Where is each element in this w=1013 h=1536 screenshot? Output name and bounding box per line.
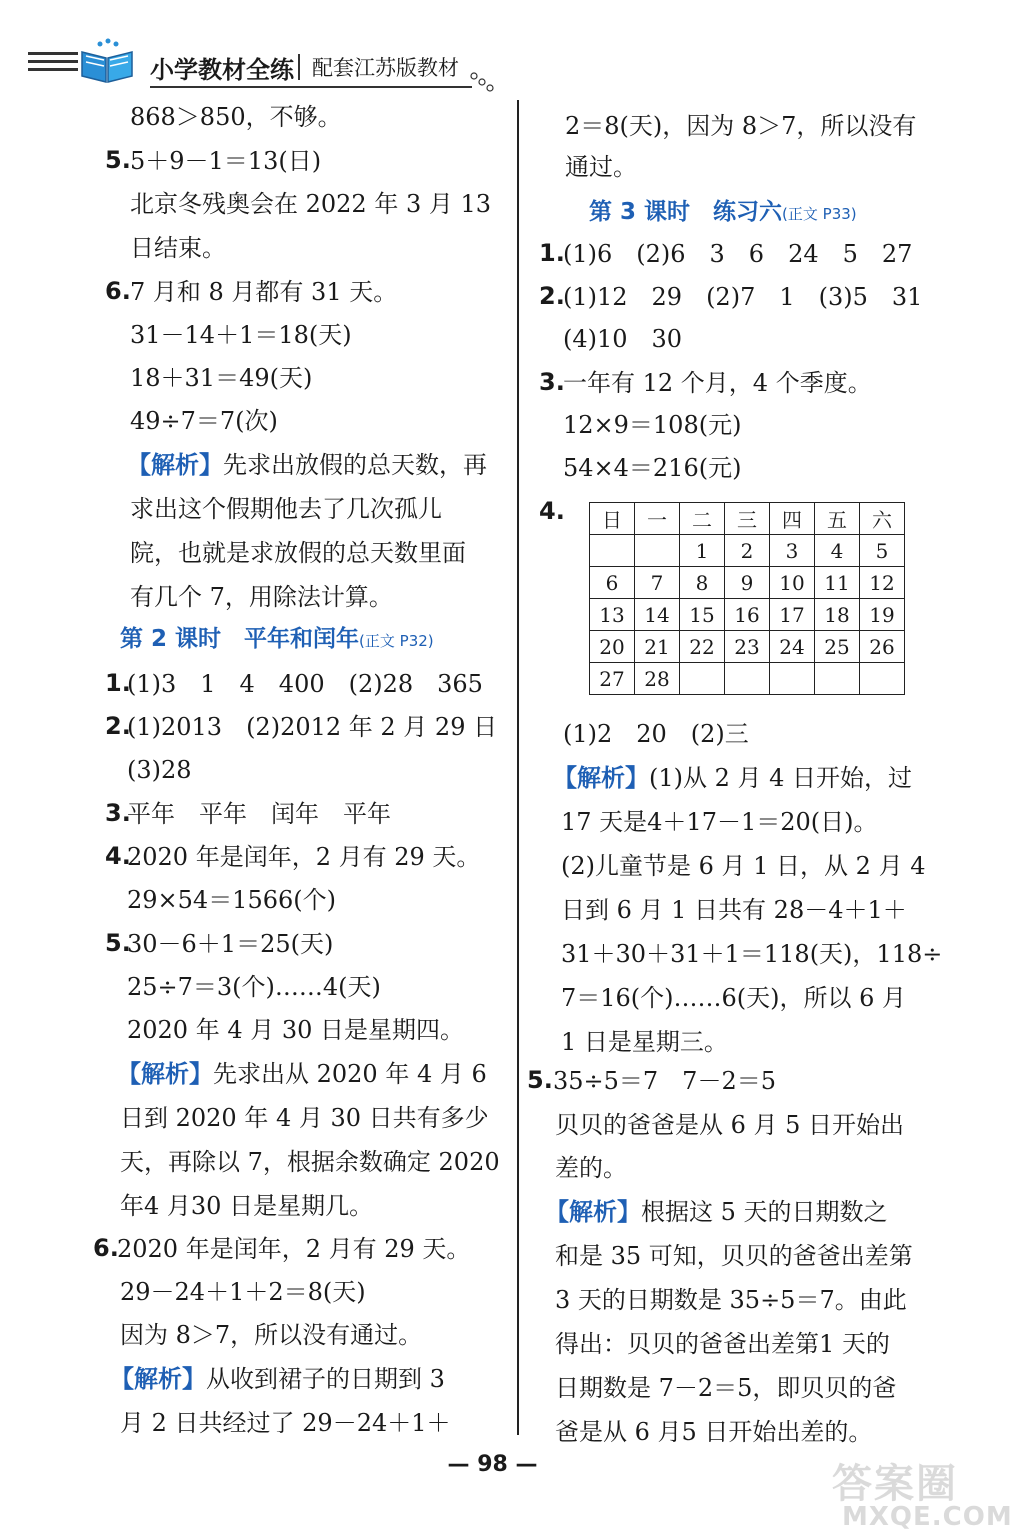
text-line: 1 日是星期三。 (561, 1028, 728, 1056)
text-line: 日结束。 (130, 234, 226, 262)
text-line: 7 月和 8 月都有 31 天。 (130, 278, 398, 306)
question-number: 6. (105, 277, 131, 305)
calendar-weekday-header: 日 (590, 503, 635, 535)
text-line: 17 天是4＋17－1＝20(日)。 (561, 808, 878, 836)
calendar-day-cell: 21 (635, 631, 680, 663)
text-line: (3)28 (127, 756, 192, 784)
question-number: 2. (105, 712, 131, 740)
text-line: 差的。 (555, 1154, 627, 1182)
question-number: 5. (105, 146, 131, 174)
text-line: (1)6 (2)6 3 6 24 5 27 (563, 240, 913, 268)
text-line: (1)2013 (2)2012 年 2 月 29 日 (127, 713, 498, 741)
calendar-day-cell: 25 (815, 631, 860, 663)
text-line: 爸是从 6 月5 日开始出差的。 (555, 1418, 873, 1446)
question-number: 3. (539, 368, 565, 396)
analysis-text: (1)从 2 月 4 日开始，过 (649, 764, 913, 792)
text-line: 54×4＝216(元) (563, 454, 742, 482)
calendar-day-cell: 23 (725, 631, 770, 663)
calendar-day-cell: 22 (680, 631, 725, 663)
header-separator (298, 54, 300, 80)
text-line: 3 天的日期数是 35÷5＝7。由此 (555, 1286, 907, 1314)
question-number: 5. (527, 1066, 553, 1094)
calendar-week-row (590, 567, 905, 599)
text-line: 求出这个假期他去了几次孤儿 (130, 495, 442, 523)
calendar-day-cell: 7 (635, 567, 680, 599)
calendar-day-cell: 3 (770, 535, 815, 567)
calendar-day-cell: 12 (860, 567, 905, 599)
header-lines-decoration (28, 52, 78, 80)
calendar-day-cell: 27 (590, 663, 635, 695)
text-line: 一年有 12 个月，4 个季度。 (563, 369, 872, 397)
text-line: 月 2 日共经过了 29－24＋1＋ (120, 1409, 451, 1437)
page-header (0, 0, 985, 96)
text-line: (1)12 29 (2)7 1 (3)5 31 (563, 283, 923, 311)
analysis-line (553, 763, 912, 793)
text-line: 7＝16(个)……6(天)，所以 6 月 (561, 984, 907, 1012)
text-line: 29－24＋1＋2＝8(天) (120, 1278, 366, 1306)
header-underline (150, 86, 472, 88)
calendar-day-cell: 19 (860, 599, 905, 631)
text-line: 平年 平年 闰年 平年 (127, 800, 391, 828)
calendar-week-row (590, 599, 905, 631)
analysis-text: 根据这 5 天的日期数之 (641, 1198, 888, 1226)
calendar-header-row (590, 503, 905, 535)
analysis-line (127, 450, 487, 480)
calendar-weekday-header: 五 (815, 503, 860, 535)
text-line: 年4 月30 日是星期几。 (120, 1192, 374, 1220)
calendar-day-cell: 28 (635, 663, 680, 695)
calendar-day-cell (815, 663, 860, 695)
analysis-line (545, 1197, 888, 1227)
text-line: 北京冬残奥会在 2022 年 3 月 13 (130, 190, 492, 218)
text-line: (4)10 30 (563, 325, 683, 353)
header-dots-decoration (468, 70, 496, 94)
calendar-day-cell: 20 (590, 631, 635, 663)
text-line: 31＋30＋31＋1＝118(天)，118÷ (561, 940, 943, 968)
calendar-day-cell: 9 (725, 567, 770, 599)
section-title: 第 3 课时 练习六 (589, 199, 783, 225)
calendar-day-cell (770, 663, 815, 695)
calendar-day-cell: 5 (860, 535, 905, 567)
calendar-day-cell: 14 (635, 599, 680, 631)
calendar-day-cell (725, 663, 770, 695)
text-line: 29×54＝1566(个) (127, 886, 336, 914)
text-line: 因为 8＞7，所以没有通过。 (120, 1321, 423, 1349)
text-line: 有几个 7，用除法计算。 (130, 583, 393, 611)
analysis-tag: 【解析】 (110, 1365, 206, 1393)
calendar-day-cell (680, 663, 725, 695)
section-page-note: (正文 P32) (359, 632, 434, 650)
text-line: 贝贝的爸爸是从 6 月 5 日开始出 (555, 1111, 905, 1139)
text-line: 日期数是 7－2＝5，即贝贝的爸 (555, 1374, 897, 1402)
calendar-day-cell: 10 (770, 567, 815, 599)
calendar-day-cell: 6 (590, 567, 635, 599)
calendar-day-cell: 15 (680, 599, 725, 631)
text-line: 2020 年 4 月 30 日是星期四。 (127, 1016, 465, 1044)
analysis-text: 从收到裙子的日期到 3 (206, 1365, 445, 1393)
calendar-day-cell: 13 (590, 599, 635, 631)
text-line: 日到 6 月 1 日共有 28－4＋1＋ (561, 896, 907, 924)
text-line: 天，再除以 7，根据余数确定 2020 (120, 1148, 500, 1176)
question-number: 4. (105, 842, 131, 870)
calendar-week-row (590, 535, 905, 567)
text-line: 通过。 (565, 153, 637, 181)
text-line: 49÷7＝7(次) (130, 407, 278, 435)
section-heading-lesson-3 (589, 197, 857, 229)
calendar-day-cell: 16 (725, 599, 770, 631)
calendar-day-cell: 18 (815, 599, 860, 631)
analysis-tag: 【解析】 (545, 1198, 641, 1226)
calendar-week-row (590, 631, 905, 663)
section-page-note: (正文 P33) (782, 205, 857, 223)
text-line: 得出：贝贝的爸爸出差第1 天的 (555, 1330, 890, 1358)
text-line: 2020 年是闰年，2 月有 29 天。 (117, 1235, 471, 1263)
section-heading-lesson-2 (120, 624, 434, 656)
page-number: — 98 — (447, 1452, 538, 1477)
analysis-line (117, 1059, 487, 1089)
analysis-text: 先求出放假的总天数，再 (223, 451, 487, 479)
calendar-day-cell: 4 (815, 535, 860, 567)
calendar-day-cell: 24 (770, 631, 815, 663)
column-divider (517, 100, 519, 1435)
text-line: 30－6＋1＝25(天) (127, 930, 334, 958)
analysis-line (110, 1364, 445, 1394)
analysis-text: 先求出从 2020 年 4 月 6 (213, 1060, 487, 1088)
calendar-day-cell: 8 (680, 567, 725, 599)
calendar-weekday-header: 一 (635, 503, 680, 535)
text-line: 2020 年是闰年，2 月有 29 天。 (127, 843, 481, 871)
watermark-logo: 答案圈 (832, 1461, 958, 1507)
text-line: 35÷5＝7 7－2＝5 (553, 1067, 776, 1095)
calendar-day-cell (860, 663, 905, 695)
text-line: (1)3 1 4 400 (2)28 365 (127, 670, 483, 698)
text-line: 18＋31＝49(天) (130, 364, 313, 392)
text-line: 院，也就是求放假的总天数里面 (130, 539, 466, 567)
question-number: 1. (539, 239, 565, 267)
open-book-icon (78, 38, 136, 84)
calendar-week-row (590, 663, 905, 695)
header-subtitle: 配套江苏版教材 (312, 56, 459, 80)
question-number: 3. (105, 799, 131, 827)
question-number: 5. (105, 929, 131, 957)
section-title: 第 2 课时 平年和闰年 (120, 626, 360, 652)
calendar-weekday-header: 三 (725, 503, 770, 535)
text-line: 和是 35 可知，贝贝的爸爸出差第 (555, 1242, 913, 1270)
text-line: (2)儿童节是 6 月 1 日，从 2 月 4 (561, 852, 926, 880)
calendar-weekday-header: 六 (860, 503, 905, 535)
calendar-day-cell: 2 (725, 535, 770, 567)
text-line: 日到 2020 年 4 月 30 日共有多少 (120, 1104, 489, 1132)
calendar-day-cell: 1 (680, 535, 725, 567)
text-line: 2＝8(天)，因为 8＞7，所以没有 (565, 112, 917, 140)
text-line: 25÷7＝3(个)……4(天) (127, 973, 381, 1001)
analysis-tag: 【解析】 (117, 1060, 213, 1088)
brand-title: 小学教材全练 (150, 56, 294, 84)
calendar-day-cell: 11 (815, 567, 860, 599)
text-line: 31－14＋1＝18(天) (130, 321, 352, 349)
calendar-table (589, 502, 905, 695)
calendar-weekday-header: 二 (680, 503, 725, 535)
calendar-weekday-header: 四 (770, 503, 815, 535)
calendar-day-cell: 17 (770, 599, 815, 631)
watermark-url: MXQE.COM (842, 1502, 1013, 1532)
question-number: 4. (539, 497, 565, 525)
text-line: 12×9＝108(元) (563, 411, 742, 439)
text-line: 868＞850，不够。 (130, 103, 342, 131)
question-number: 6. (93, 1234, 119, 1262)
calendar-day-cell (590, 535, 635, 567)
analysis-tag: 【解析】 (127, 451, 223, 479)
text-line: 5＋9－1＝13(日) (130, 147, 322, 175)
text-line: (1)2 20 (2)三 (563, 720, 749, 748)
question-number: 2. (539, 282, 565, 310)
analysis-tag: 【解析】 (553, 764, 649, 792)
calendar-day-cell (635, 535, 680, 567)
question-number: 1. (105, 669, 131, 697)
calendar-day-cell: 26 (860, 631, 905, 663)
